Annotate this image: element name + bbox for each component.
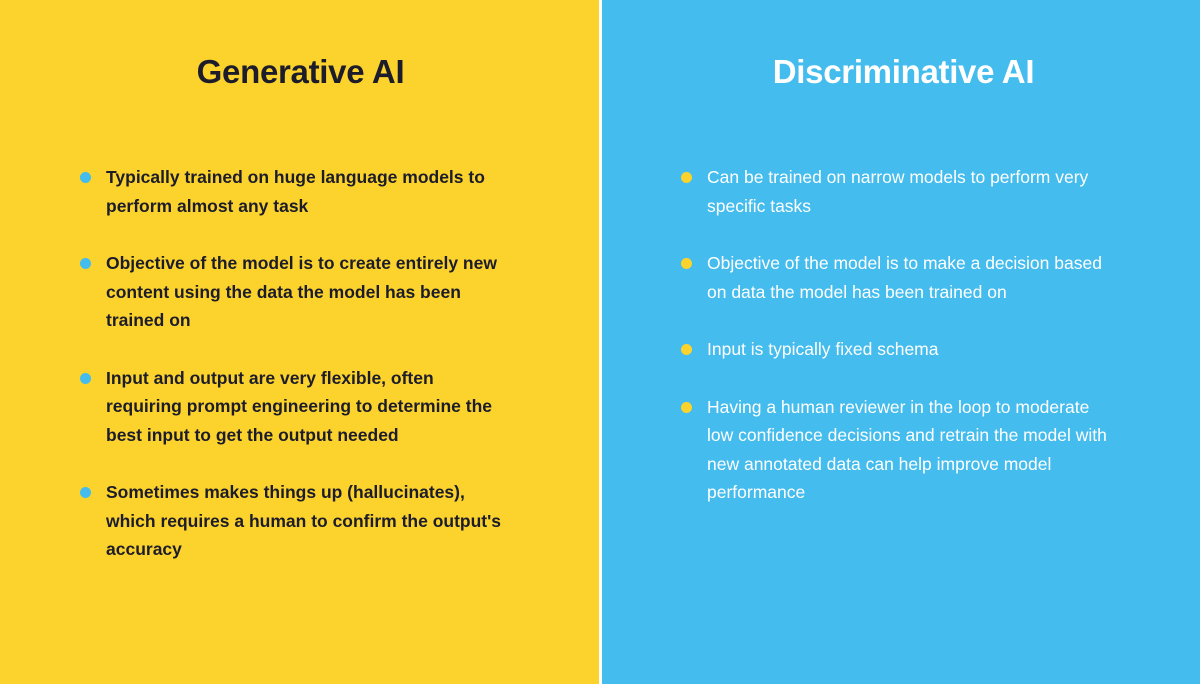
bullet-dot-icon [80, 373, 91, 384]
list-item-text: Objective of the model is to create entirely new content using the data the model has been trained on [106, 253, 497, 330]
bullet-list-discriminative-ai [653, 163, 1154, 507]
list-item-text: Typically trained on huge language models to perform almost any task [106, 167, 485, 216]
list-item [80, 163, 506, 220]
list-item [681, 393, 1107, 507]
list-item-text: Input is typically fixed schema [707, 339, 939, 359]
bullet-dot-icon [80, 172, 91, 183]
bullet-dot-icon [681, 402, 692, 413]
list-item [80, 478, 506, 564]
bullet-dot-icon [80, 258, 91, 269]
list-item [80, 249, 506, 335]
bullet-dot-icon [681, 344, 692, 355]
list-item [80, 364, 506, 450]
panel-title-generative-ai: Generative AI [196, 53, 405, 90]
panel-title-discriminative-ai: Discriminative AI [772, 53, 1035, 90]
bullet-dot-icon [681, 258, 692, 269]
list-item-text: Having a human reviewer in the loop to moderate low confidence decisions and retrain the model with new annotated data can help improve model performance [707, 396, 1107, 502]
list-item [681, 335, 1107, 364]
bullet-dot-icon [681, 172, 692, 183]
list-item-text: Can be trained on narrow models to perform very specific tasks [707, 167, 1089, 216]
list-item-text: Sometimes makes things up (hallucinates), which requires a human to confirm the output's accuracy [106, 482, 502, 559]
list-item [681, 163, 1107, 220]
panel-discriminative-ai [601, 0, 1200, 684]
list-item-text: Input and output are very flexible, often requiring prompt engineering to determine the best input to get the output needed [106, 367, 492, 445]
list-item-text: Objective of the model is to make a decision based on data the model has been trained on [707, 253, 1102, 302]
bullet-dot-icon [80, 487, 91, 498]
bullet-list-generative-ai [46, 163, 555, 564]
panel-divider [599, 0, 602, 684]
list-item [681, 249, 1107, 306]
